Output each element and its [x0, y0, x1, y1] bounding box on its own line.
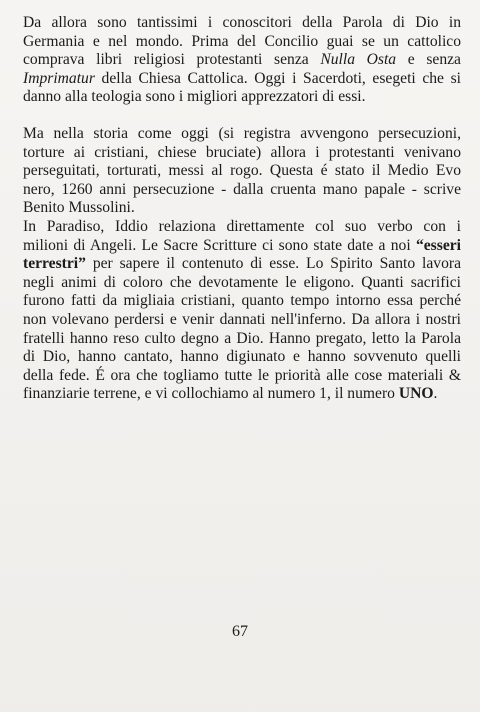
text-line: nero, 1260 anni persecuzione - dalla cruenta mano papale - scrive — [23, 180, 461, 198]
paragraph — [23, 14, 461, 107]
text-line: di Dio, hanno cantato, hanno digiunato e hanno sovvenuto quelli — [23, 348, 461, 366]
text-line: torture ai cristiani, chiese bruciate) allora i protestanti venivano — [23, 143, 461, 161]
text-line: fratelli hanno reso culto degno a Dio. Hanno pregato, letto la Parola — [23, 329, 461, 347]
text-line: finanziarie terrene, e vi collochiamo al numero 1, il numero UNO. — [23, 385, 438, 403]
italic-term: Imprimatur — [23, 69, 95, 87]
text-line: Imprimatur della Chiesa Cattolica. Oggi i Sacerdoti, esegeti che si — [23, 69, 461, 87]
paragraph — [23, 218, 461, 404]
text-line: comprava libri religiosi protestanti senza Nulla Osta e senza — [23, 51, 461, 69]
text-line: della fede. É ora che togliamo tutte le priorità alle cose materiali & — [23, 366, 461, 384]
body-text — [23, 14, 461, 404]
text-line: milioni di Angeli. Le Sacre Scritture ci sono state date a noi “esseri — [23, 236, 461, 254]
paragraph — [23, 125, 461, 218]
text-line: In Paradiso, Iddio relaziona direttamente col suo verbo con i — [23, 217, 461, 235]
text-line: danno alla teologia sono i migliori apprezzatori di essi. — [23, 88, 366, 106]
text-line: Benito Mussolini. — [23, 199, 135, 217]
italic-term: Nulla Osta — [320, 51, 397, 69]
text-line: Da allora sono tantissimi i conoscitori della Parola di Dio in — [23, 14, 461, 31]
page-number: 67 — [232, 623, 248, 640]
bold-term: “esseri — [415, 236, 461, 254]
text-line: negli animi di coloro che devotamente le eligono. Quanti sacrifici — [23, 273, 461, 291]
text-line: non volevano perdersi e venir dannati nell'inferno. Da allora i nostri — [23, 310, 461, 328]
text-line: Germania e nel mondo. Prima del Concilio guai se un cattolico — [23, 32, 461, 50]
text-line: Ma nella storia come oggi (si registra avvengono persecuzioni, — [23, 124, 461, 142]
bold-term: UNO — [398, 385, 434, 403]
text-line: perseguitati, torturati, messi al rogo. Questa é stato il Medio Evo — [23, 162, 461, 180]
bold-term: terrestri” — [23, 255, 86, 273]
text-line: furono fatti da migliaia cristiani, quanto tempo intorno essa perché — [23, 292, 461, 310]
text-line: terrestri” per sapere il contenuto di esse. Lo Spirito Santo lavora — [23, 255, 461, 273]
